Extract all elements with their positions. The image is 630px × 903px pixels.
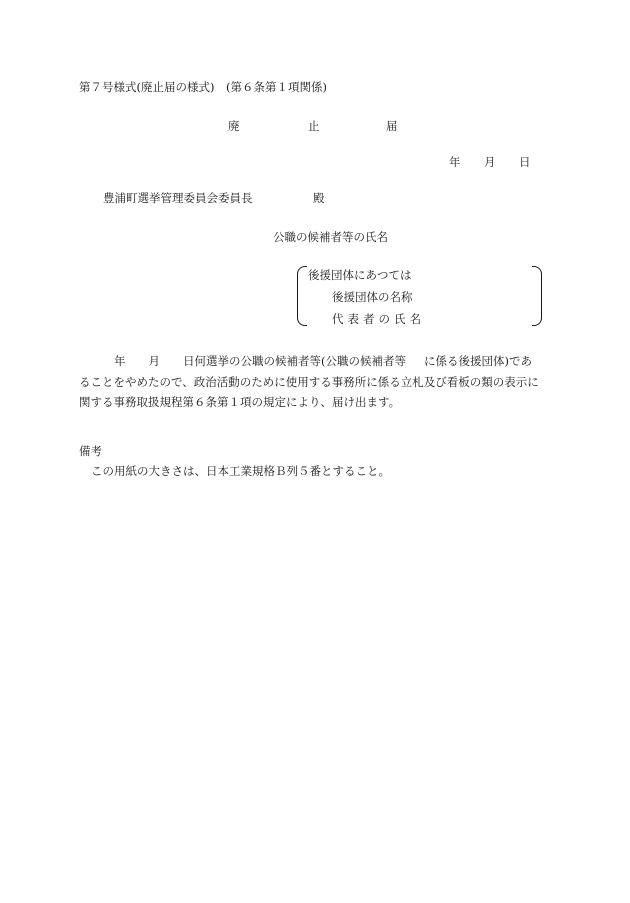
title-char-3: 届 xyxy=(386,119,398,133)
representative-name-label: 代表者の氏名 xyxy=(332,312,425,326)
remarks-heading: 備考 xyxy=(79,444,102,458)
left-bracket xyxy=(297,266,307,326)
remarks-text: この用紙の大きさは、日本工業規格Ｂ列５番とすること。 xyxy=(91,464,390,478)
date-month-label: 月 xyxy=(484,155,496,169)
addressee-name: 豊浦町選挙管理委員会委員長 xyxy=(103,191,253,205)
body-line1-text-b: に係る後援団体)であ xyxy=(423,354,532,368)
body-paragraph xyxy=(79,351,551,413)
candidate-name-label: 公職の候補者等の氏名 xyxy=(273,230,388,244)
body-line1-text-a: 日何選挙の公職の候補者等(公職の候補者等 xyxy=(183,354,406,368)
body-month-label: 月 xyxy=(148,354,160,368)
addressee-honorific: 殿 xyxy=(313,191,325,205)
body-year-label: 年 xyxy=(114,354,126,368)
right-bracket xyxy=(532,266,542,326)
body-line-3: 関する事務取扱規程第６条第１項の規定により、届け出ます。 xyxy=(79,395,401,409)
form-number: 第７号様式(廃止届の様式) (第６条第１項関係) xyxy=(79,80,327,94)
date-day-label: 日 xyxy=(519,155,531,169)
date-line xyxy=(449,157,529,171)
document-title xyxy=(228,121,408,135)
support-group-name-label: 後援団体の名称 xyxy=(332,290,413,304)
body-line-1 xyxy=(79,351,551,372)
title-char-1: 廃 xyxy=(228,119,240,133)
title-char-2: 止 xyxy=(308,119,320,133)
support-group-note: 後援団体にあつては xyxy=(308,268,412,282)
body-line-2: ることをやめたので、政治活動のために使用する事務所に係る立札及び看板の類の表示に xyxy=(79,374,539,389)
date-year-label: 年 xyxy=(449,155,461,169)
